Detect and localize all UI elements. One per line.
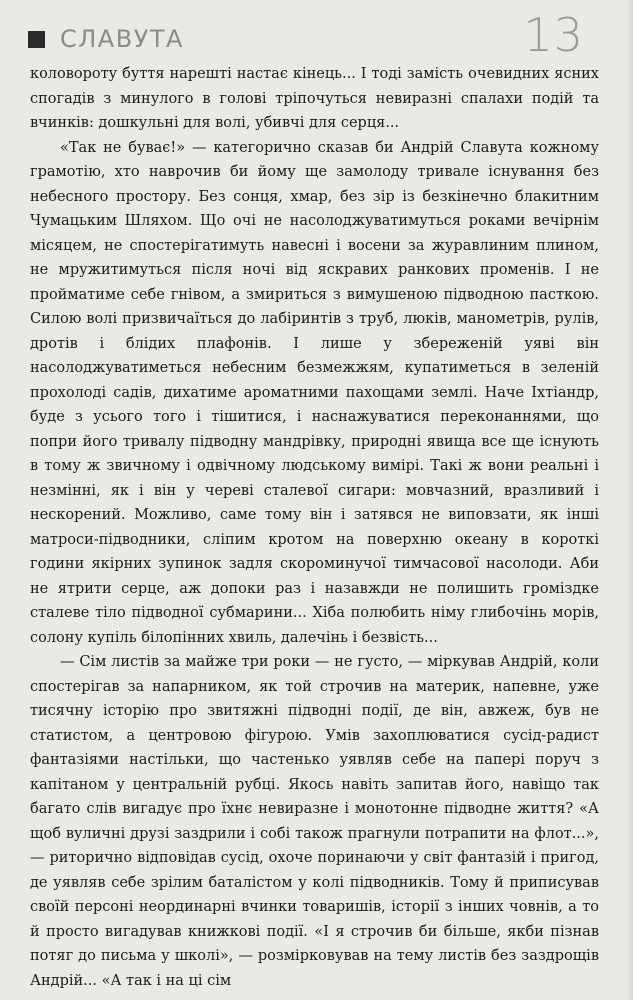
paragraph-1: коловороту буття нарешті настає кінець... І тоді замість очевидних ясних спогадів з минулого в голові тріпочуться невиразні спалахи подій та вчинків: дошкульні для волі, убивчі для серця... [30,66,599,131]
body-text [30,62,599,993]
page-number: 13 [523,8,584,62]
header-title: СЛАВУТА [60,25,184,53]
paragraph-3: — Сім листів за майже три роки — не густо, — міркував Андрій, коли спостерігав за напарником, як той строчив на материк, напевне, уже тисячну історію про звитяжні підводні події, де він, авжеж, був не статистом, а центровою фігурою. Умів захоплюватися сусід-радист фантазіями настільки, що частенько уявляв себе на папері поруч з капітаном у центральній рубці. Якось навіть запитав його, навіщо так багато слів вигадує про їхнє невиразне і монотонне підводне життя? «А щоб вуличні друзі заздрили і собі також прагнули потрапити на флот...», — риторично відповідав сусід, охоче поринаючи у світ фантазій і пригод, де уявляв себе зрілим баталістом у колі підводників. Тому й приписував своїй персоні неординарні вчинки товаришів, історії з інших човнів, а то й просто вигадував книжкові події. «І я строчив би більше, якби пізнав потяг до письма у школі», — розмірковував на тему листів без заздрощів Андрій... «А так і на ці сім [30,654,599,989]
page-edge-shadow [627,0,633,1000]
running-header [28,8,588,66]
header-square-marker [28,31,45,48]
paragraph-2: «Так не буває!» — категорично сказав би Андрій Славута кожному грамотію, хто наврочив би йому ще замолоду тривале існування без небесного простору. Без сонця, хмар, без зір із безкінечно блакитним Чумацьким Шляхом. Що очі не насолоджуватимуться роками вечірнім місяцем, не спостерігатимуть навесні і восени за журавлиним плином, не мружитимуться після ночі від яскравих ранкових променів. І не пройматиме себе гнівом, а змириться з вимушеною підводною пасткою. Силою волі призвичаїться до лабіринтів з труб, люків, манометрів, рулів, дротів і блідих плафонів. І лише у збереженій уяві він насолоджуватиметься небесним безмежжям, купатиметься в зеленій прохолоді садів, дихатиме ароматними пахощами землі. Наче Іхтіандр, буде з усього того і тішитися, і наснажуватися переконаннями, що попри його тривалу підводну мандрівку, природні явища все ще існують в тому ж звичному і одвічному людському вимірі. Такі ж вони реальні і незмінні, як і він у череві сталевої сигари: мовчазний, вразливий і нескорений. Можливо, саме тому він і затявся не виповзати, як інші матроси-підводники, сліпим кротом на поверхню океану в короткі години якірних зупинок задля скороминучої тимчасової насолоди. Аби не ятрити серце, аж допоки раз і назавжди не полишить громіздке сталеве тіло підводної субмарини... Хіба полюбить німу глибочінь морів, солону купіль білопінних хвиль, далечінь і безвість... [30,139,599,646]
